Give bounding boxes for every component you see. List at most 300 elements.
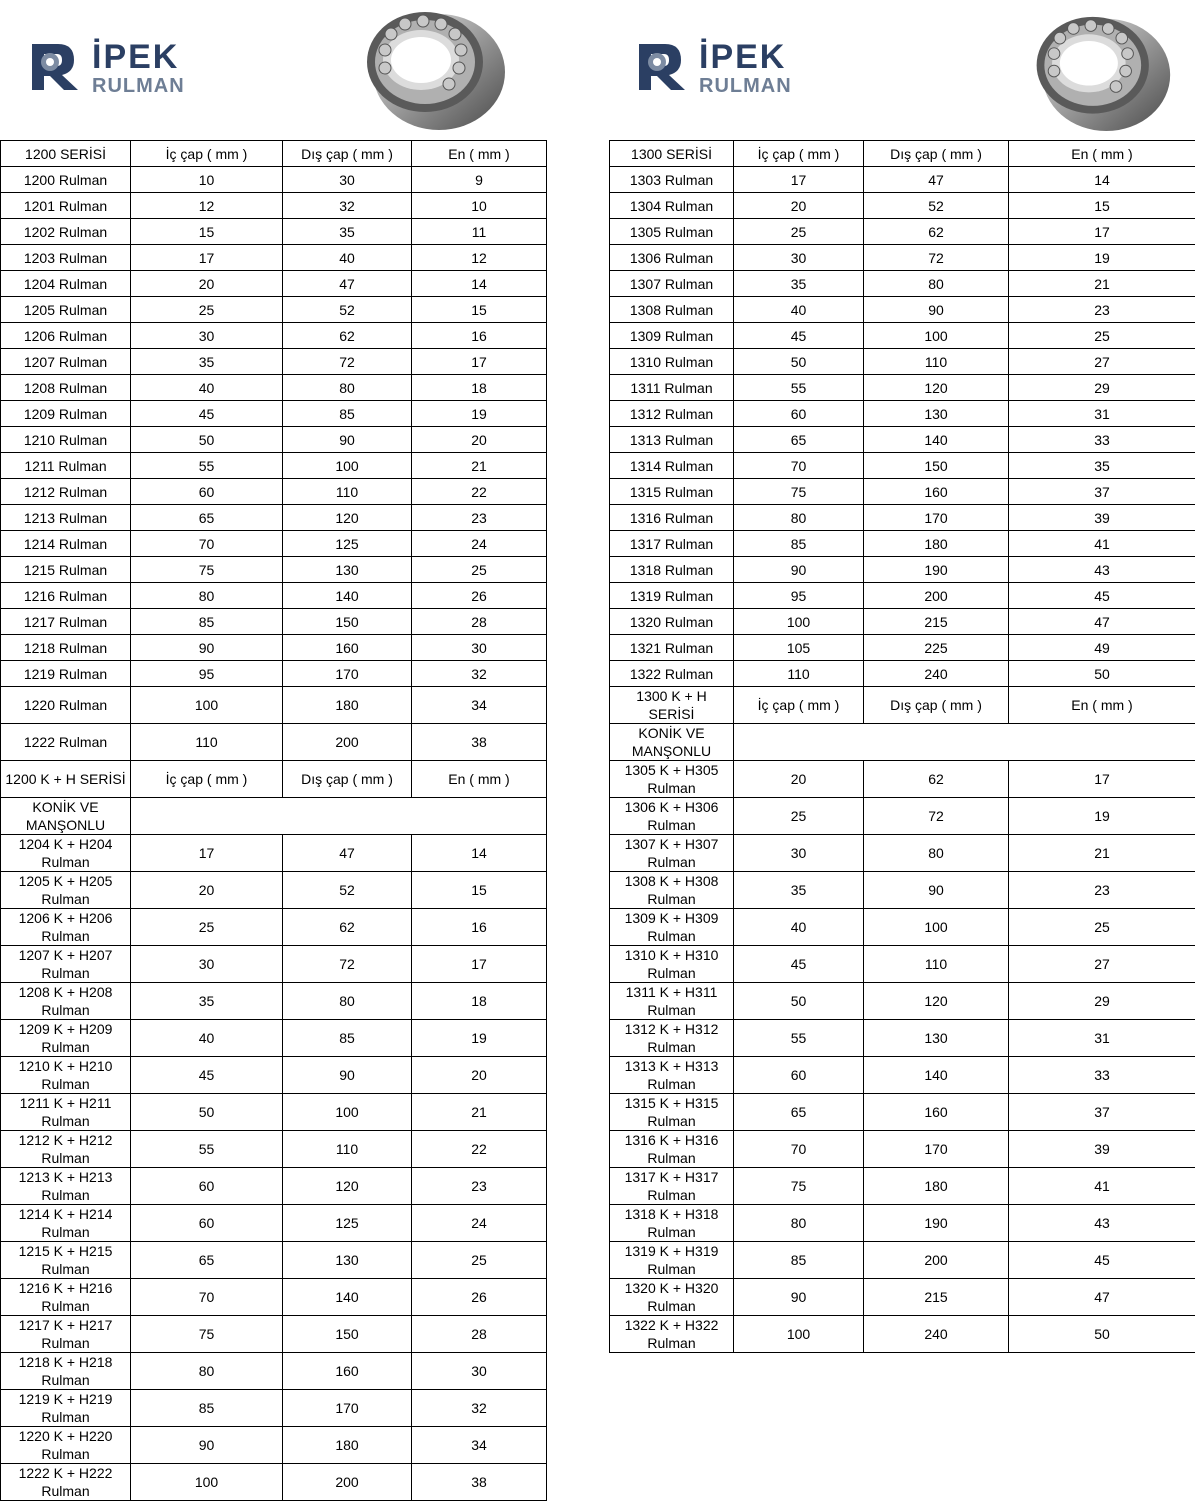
cell-name: 1316 Rulman bbox=[610, 505, 734, 531]
cell-outer-diameter: 150 bbox=[864, 453, 1009, 479]
cell-inner-diameter: 110 bbox=[131, 724, 283, 761]
cell-inner-diameter: 85 bbox=[734, 531, 864, 557]
table-row bbox=[610, 219, 1195, 245]
cell-width: 14 bbox=[1009, 167, 1195, 193]
cell-name: 1305 Rulman bbox=[610, 219, 734, 245]
cell-outer-diameter: 90 bbox=[283, 427, 412, 453]
cell-outer-diameter: 150 bbox=[283, 1316, 412, 1353]
table-row bbox=[610, 245, 1195, 271]
cell-outer-diameter: 52 bbox=[283, 297, 412, 323]
cell-inner-diameter: 25 bbox=[131, 297, 283, 323]
cell-inner-diameter: 60 bbox=[131, 1205, 283, 1242]
table-row bbox=[1, 427, 547, 453]
cell-inner-diameter: 75 bbox=[131, 1316, 283, 1353]
cell-inner-diameter: 20 bbox=[734, 193, 864, 219]
cell-name: 1215 K + H215 Rulman bbox=[1, 1242, 131, 1279]
cell-name: 1204 Rulman bbox=[1, 271, 131, 297]
cell-name: 1304 Rulman bbox=[610, 193, 734, 219]
cell-inner-diameter: 17 bbox=[131, 835, 283, 872]
table-row bbox=[1, 505, 547, 531]
table-row bbox=[1, 1057, 547, 1094]
table-row bbox=[610, 479, 1195, 505]
cell-inner-diameter: 45 bbox=[131, 401, 283, 427]
cell-inner-diameter: 75 bbox=[131, 557, 283, 583]
cell-name: 1216 Rulman bbox=[1, 583, 131, 609]
cell-inner-diameter: 40 bbox=[131, 375, 283, 401]
cell-outer-diameter: 47 bbox=[283, 271, 412, 297]
cell-name: 1222 Rulman bbox=[1, 724, 131, 761]
cell-name: 1318 K + H318 Rulman bbox=[610, 1205, 734, 1242]
cell-inner-diameter: 25 bbox=[131, 909, 283, 946]
cell-name: 1307 K + H307 Rulman bbox=[610, 835, 734, 872]
table-row bbox=[1, 609, 547, 635]
cell-inner-diameter: 35 bbox=[734, 872, 864, 909]
cell-width: 18 bbox=[412, 983, 547, 1020]
cell-outer-diameter: 120 bbox=[864, 983, 1009, 1020]
cell-width: 10 bbox=[412, 193, 547, 219]
cell-outer-diameter: 200 bbox=[864, 1242, 1009, 1279]
table-row bbox=[610, 1168, 1195, 1205]
cell-width: 47 bbox=[1009, 609, 1195, 635]
table-row bbox=[1, 583, 547, 609]
table-1300-series bbox=[609, 140, 1195, 1353]
cell-name: 1321 Rulman bbox=[610, 635, 734, 661]
cell-outer-diameter: 120 bbox=[864, 375, 1009, 401]
cell-outer-diameter: 110 bbox=[864, 349, 1009, 375]
cell-width: 16 bbox=[412, 323, 547, 349]
table-row bbox=[1, 835, 547, 872]
cell-inner-diameter: 60 bbox=[734, 1057, 864, 1094]
table-row bbox=[610, 453, 1195, 479]
cell-inner-diameter: 17 bbox=[131, 245, 283, 271]
cell-width: 21 bbox=[412, 1094, 547, 1131]
cell-name: 1320 Rulman bbox=[610, 609, 734, 635]
table-row bbox=[1, 1242, 547, 1279]
cell-outer-diameter: 200 bbox=[283, 1464, 412, 1501]
cell-outer-diameter: 170 bbox=[283, 1390, 412, 1427]
cell-name: 1318 Rulman bbox=[610, 557, 734, 583]
cell-width: 29 bbox=[1009, 983, 1195, 1020]
cell-outer-diameter: 190 bbox=[864, 557, 1009, 583]
cell-width: 33 bbox=[1009, 427, 1195, 453]
subtitle-cell: KONİK VE MANŞONLU bbox=[1, 798, 131, 835]
cell-outer-diameter: 35 bbox=[283, 219, 412, 245]
cell-name: 1210 Rulman bbox=[1, 427, 131, 453]
cell-inner-diameter: 35 bbox=[131, 349, 283, 375]
cell-name: 1200 K + H SERİSİ bbox=[1, 761, 131, 798]
cell-name: 1315 Rulman bbox=[610, 479, 734, 505]
cell-inner-diameter: 100 bbox=[734, 609, 864, 635]
cell-name: 1316 K + H316 Rulman bbox=[610, 1131, 734, 1168]
cell-outer-diameter: 190 bbox=[864, 1205, 1009, 1242]
table-row bbox=[1, 1279, 547, 1316]
cell-width: 30 bbox=[412, 635, 547, 661]
brand-title: İPEK bbox=[92, 38, 180, 76]
cell-width: 12 bbox=[412, 245, 547, 271]
cell-inner-diameter: 70 bbox=[131, 1279, 283, 1316]
cell-inner-diameter: 85 bbox=[734, 1242, 864, 1279]
table-row bbox=[1, 1020, 547, 1057]
table-row bbox=[610, 1020, 1195, 1057]
cell-name: 1322 Rulman bbox=[610, 661, 734, 687]
cell-inner-diameter: 65 bbox=[734, 1094, 864, 1131]
cell-outer-diameter: 62 bbox=[283, 909, 412, 946]
cell-name: 1201 Rulman bbox=[1, 193, 131, 219]
table-row bbox=[1, 946, 547, 983]
cell-inner-diameter: 80 bbox=[734, 505, 864, 531]
cell-width: 25 bbox=[412, 1242, 547, 1279]
cell-width: 38 bbox=[412, 724, 547, 761]
cell-name: 1303 Rulman bbox=[610, 167, 734, 193]
cell-name: 1300 K + H SERİSİ bbox=[610, 687, 734, 724]
cell-width: 23 bbox=[1009, 872, 1195, 909]
cell-outer-diameter: 80 bbox=[283, 375, 412, 401]
cell-inner-diameter: 30 bbox=[131, 323, 283, 349]
cell-outer-diameter: 32 bbox=[283, 193, 412, 219]
cell-name: 1317 Rulman bbox=[610, 531, 734, 557]
cell-width: 49 bbox=[1009, 635, 1195, 661]
cell-name: 1305 K + H305 Rulman bbox=[610, 761, 734, 798]
cell-name: 1312 K + H312 Rulman bbox=[610, 1020, 734, 1057]
cell-outer-diameter: 72 bbox=[864, 245, 1009, 271]
cell-outer-diameter: 160 bbox=[283, 1353, 412, 1390]
cell-width: 24 bbox=[412, 531, 547, 557]
cell-outer-diameter: 130 bbox=[283, 1242, 412, 1279]
cell-outer-diameter: 140 bbox=[283, 1279, 412, 1316]
cell-inner-diameter: 65 bbox=[734, 427, 864, 453]
cell-outer-diameter: 52 bbox=[864, 193, 1009, 219]
cell-width: 39 bbox=[1009, 505, 1195, 531]
cell-outer-diameter: 240 bbox=[864, 661, 1009, 687]
cell-width: 20 bbox=[412, 427, 547, 453]
cell-width: 29 bbox=[1009, 375, 1195, 401]
cell-name: 1212 K + H212 Rulman bbox=[1, 1131, 131, 1168]
cell-name: 1200 Rulman bbox=[1, 167, 131, 193]
table-row bbox=[1, 375, 547, 401]
cell-inner-diameter: 50 bbox=[131, 427, 283, 453]
cell-width: 45 bbox=[1009, 1242, 1195, 1279]
table-row bbox=[1, 1131, 547, 1168]
brand-title: İPEK bbox=[699, 38, 787, 76]
cell-width: 28 bbox=[412, 1316, 547, 1353]
cell-outer-diameter: 80 bbox=[283, 983, 412, 1020]
cell-name: 1220 K + H220 Rulman bbox=[1, 1427, 131, 1464]
bearing-image-right bbox=[1025, 8, 1175, 136]
cell-name: 1211 Rulman bbox=[1, 453, 131, 479]
cell-outer-diameter: 80 bbox=[864, 835, 1009, 872]
brand-logo bbox=[28, 40, 185, 96]
cell-inner-diameter: 90 bbox=[734, 557, 864, 583]
empty-cell bbox=[734, 724, 1195, 761]
table-row bbox=[610, 375, 1195, 401]
cell-inner-diameter: İç çap ( mm ) bbox=[734, 141, 864, 167]
cell-outer-diameter: 215 bbox=[864, 1279, 1009, 1316]
cell-outer-diameter: 170 bbox=[283, 661, 412, 687]
cell-inner-diameter: 45 bbox=[131, 1057, 283, 1094]
cell-inner-diameter: 100 bbox=[734, 1316, 864, 1353]
cell-outer-diameter: 85 bbox=[283, 1020, 412, 1057]
cell-width: 22 bbox=[412, 479, 547, 505]
table-row bbox=[610, 271, 1195, 297]
table-row bbox=[1, 453, 547, 479]
cell-inner-diameter: 90 bbox=[734, 1279, 864, 1316]
table-row bbox=[1, 687, 547, 724]
cell-name: 1207 Rulman bbox=[1, 349, 131, 375]
table-row bbox=[610, 1094, 1195, 1131]
cell-inner-diameter: İç çap ( mm ) bbox=[734, 687, 864, 724]
cell-inner-diameter: 80 bbox=[131, 583, 283, 609]
cell-outer-diameter: 72 bbox=[283, 946, 412, 983]
cell-outer-diameter: 140 bbox=[283, 583, 412, 609]
cell-name: 1311 K + H311 Rulman bbox=[610, 983, 734, 1020]
cell-inner-diameter: 60 bbox=[131, 1168, 283, 1205]
table-row bbox=[610, 1242, 1195, 1279]
table-row bbox=[610, 983, 1195, 1020]
cell-inner-diameter: 70 bbox=[734, 453, 864, 479]
cell-outer-diameter: 120 bbox=[283, 505, 412, 531]
cell-inner-diameter: 90 bbox=[131, 635, 283, 661]
right-header bbox=[609, 0, 1195, 140]
cell-width: 47 bbox=[1009, 1279, 1195, 1316]
cell-width: 23 bbox=[412, 505, 547, 531]
cell-width: 9 bbox=[412, 167, 547, 193]
cell-outer-diameter: 200 bbox=[864, 583, 1009, 609]
table-row bbox=[610, 167, 1195, 193]
cell-inner-diameter: 20 bbox=[734, 761, 864, 798]
cell-outer-diameter: 125 bbox=[283, 531, 412, 557]
cell-width: 15 bbox=[1009, 193, 1195, 219]
table-row bbox=[1, 531, 547, 557]
cell-width: 27 bbox=[1009, 946, 1195, 983]
cell-inner-diameter: 60 bbox=[131, 479, 283, 505]
cell-width: 31 bbox=[1009, 401, 1195, 427]
cell-name: 1322 K + H322 Rulman bbox=[610, 1316, 734, 1353]
cell-inner-diameter: 35 bbox=[734, 271, 864, 297]
cell-outer-diameter: 100 bbox=[864, 323, 1009, 349]
cell-outer-diameter: 180 bbox=[864, 531, 1009, 557]
cell-name: 1219 K + H219 Rulman bbox=[1, 1390, 131, 1427]
cell-outer-diameter: 90 bbox=[864, 872, 1009, 909]
cell-inner-diameter: 17 bbox=[734, 167, 864, 193]
cell-outer-diameter: 150 bbox=[283, 609, 412, 635]
cell-inner-diameter: 55 bbox=[131, 1131, 283, 1168]
cell-outer-diameter: 72 bbox=[864, 798, 1009, 835]
cell-width: En ( mm ) bbox=[412, 761, 547, 798]
cell-name: 1206 K + H206 Rulman bbox=[1, 909, 131, 946]
table-row bbox=[1, 1353, 547, 1390]
table-row bbox=[610, 1279, 1195, 1316]
cell-inner-diameter: 65 bbox=[131, 505, 283, 531]
cell-width: 19 bbox=[412, 1020, 547, 1057]
cell-inner-diameter: 80 bbox=[131, 1353, 283, 1390]
cell-outer-diameter: 160 bbox=[864, 1094, 1009, 1131]
table-row bbox=[1, 661, 547, 687]
table-row bbox=[610, 609, 1195, 635]
table-row bbox=[610, 946, 1195, 983]
cell-width: 32 bbox=[412, 1390, 547, 1427]
cell-width: En ( mm ) bbox=[1009, 687, 1195, 724]
cell-inner-diameter: 70 bbox=[734, 1131, 864, 1168]
cell-outer-diameter: 62 bbox=[283, 323, 412, 349]
table-row bbox=[610, 297, 1195, 323]
table-row bbox=[610, 193, 1195, 219]
table-row bbox=[610, 1057, 1195, 1094]
cell-name: 1309 Rulman bbox=[610, 323, 734, 349]
cell-width: 41 bbox=[1009, 1168, 1195, 1205]
cell-inner-diameter: 85 bbox=[131, 609, 283, 635]
cell-width: 21 bbox=[412, 453, 547, 479]
logo-r-icon bbox=[28, 40, 86, 92]
cell-inner-diameter: 85 bbox=[131, 1390, 283, 1427]
cell-width: 35 bbox=[1009, 453, 1195, 479]
cell-width: En ( mm ) bbox=[412, 141, 547, 167]
cell-outer-diameter: 52 bbox=[283, 872, 412, 909]
cell-outer-diameter: 110 bbox=[283, 1131, 412, 1168]
cell-outer-diameter: 200 bbox=[283, 724, 412, 761]
cell-name: 1216 K + H216 Rulman bbox=[1, 1279, 131, 1316]
bearing-image bbox=[355, 4, 510, 134]
cell-inner-diameter: 60 bbox=[734, 401, 864, 427]
cell-outer-diameter: 180 bbox=[283, 1427, 412, 1464]
cell-name: 1320 K + H320 Rulman bbox=[610, 1279, 734, 1316]
cell-name: 1205 K + H205 Rulman bbox=[1, 872, 131, 909]
cell-name: 1222 K + H222 Rulman bbox=[1, 1464, 131, 1501]
cell-width: 27 bbox=[1009, 349, 1195, 375]
cell-width: En ( mm ) bbox=[1009, 141, 1195, 167]
table-row bbox=[610, 761, 1195, 798]
table-row bbox=[610, 505, 1195, 531]
table-row bbox=[1, 349, 547, 375]
cell-name: 1200 SERİSİ bbox=[1, 141, 131, 167]
cell-name: 1208 K + H208 Rulman bbox=[1, 983, 131, 1020]
cell-width: 31 bbox=[1009, 1020, 1195, 1057]
cell-inner-diameter: 10 bbox=[131, 167, 283, 193]
cell-name: 1308 Rulman bbox=[610, 297, 734, 323]
cell-name: 1209 Rulman bbox=[1, 401, 131, 427]
cell-inner-diameter: İç çap ( mm ) bbox=[131, 761, 283, 798]
cell-name: 1311 Rulman bbox=[610, 375, 734, 401]
cell-inner-diameter: 50 bbox=[131, 1094, 283, 1131]
cell-name: 1319 K + H319 Rulman bbox=[610, 1242, 734, 1279]
cell-inner-diameter: 100 bbox=[131, 1464, 283, 1501]
cell-name: 1213 Rulman bbox=[1, 505, 131, 531]
cell-width: 15 bbox=[412, 297, 547, 323]
cell-name: 1319 Rulman bbox=[610, 583, 734, 609]
cell-outer-diameter: 72 bbox=[283, 349, 412, 375]
cell-width: 23 bbox=[1009, 297, 1195, 323]
cell-name: 1213 K + H213 Rulman bbox=[1, 1168, 131, 1205]
cell-outer-diameter: 125 bbox=[283, 1205, 412, 1242]
cell-inner-diameter: 80 bbox=[734, 1205, 864, 1242]
header-row bbox=[610, 141, 1195, 167]
table-row bbox=[1, 245, 547, 271]
cell-width: 17 bbox=[1009, 219, 1195, 245]
cell-outer-diameter: 130 bbox=[283, 557, 412, 583]
cell-outer-diameter: 62 bbox=[864, 219, 1009, 245]
cell-outer-diameter: 110 bbox=[283, 479, 412, 505]
cell-width: 19 bbox=[1009, 245, 1195, 271]
table-row bbox=[1, 167, 547, 193]
table-row bbox=[1, 271, 547, 297]
cell-width: 18 bbox=[412, 375, 547, 401]
table-row bbox=[610, 661, 1195, 687]
cell-width: 21 bbox=[1009, 835, 1195, 872]
cell-inner-diameter: 30 bbox=[734, 245, 864, 271]
k-header-row bbox=[1, 761, 547, 798]
cell-outer-diameter: 62 bbox=[864, 761, 1009, 798]
cell-width: 14 bbox=[412, 271, 547, 297]
table-row bbox=[1, 557, 547, 583]
cell-name: 1308 K + H308 Rulman bbox=[610, 872, 734, 909]
cell-width: 32 bbox=[412, 661, 547, 687]
cell-inner-diameter: 90 bbox=[131, 1427, 283, 1464]
cell-inner-diameter: 95 bbox=[131, 661, 283, 687]
cell-outer-diameter: Dış çap ( mm ) bbox=[864, 141, 1009, 167]
cell-inner-diameter: 15 bbox=[131, 219, 283, 245]
table-row bbox=[610, 1131, 1195, 1168]
cell-width: 14 bbox=[412, 835, 547, 872]
cell-outer-diameter: 240 bbox=[864, 1316, 1009, 1353]
cell-name: 1206 Rulman bbox=[1, 323, 131, 349]
cell-inner-diameter: 75 bbox=[734, 1168, 864, 1205]
table-row bbox=[610, 909, 1195, 946]
cell-width: 11 bbox=[412, 219, 547, 245]
cell-inner-diameter: 30 bbox=[131, 946, 283, 983]
cell-outer-diameter: 160 bbox=[283, 635, 412, 661]
cell-name: 1220 Rulman bbox=[1, 687, 131, 724]
table-row bbox=[610, 323, 1195, 349]
table-row bbox=[1, 323, 547, 349]
cell-outer-diameter: 100 bbox=[283, 1094, 412, 1131]
cell-outer-diameter: Dış çap ( mm ) bbox=[864, 687, 1009, 724]
cell-name: 1210 K + H210 Rulman bbox=[1, 1057, 131, 1094]
table-row bbox=[610, 1205, 1195, 1242]
cell-width: 24 bbox=[412, 1205, 547, 1242]
cell-outer-diameter: 130 bbox=[864, 401, 1009, 427]
cell-inner-diameter: 75 bbox=[734, 479, 864, 505]
cell-outer-diameter: 180 bbox=[864, 1168, 1009, 1205]
cell-name: 1217 K + H217 Rulman bbox=[1, 1316, 131, 1353]
cell-inner-diameter: 25 bbox=[734, 798, 864, 835]
cell-width: 25 bbox=[1009, 909, 1195, 946]
cell-inner-diameter: 55 bbox=[131, 453, 283, 479]
cell-inner-diameter: 40 bbox=[734, 909, 864, 946]
cell-name: 1218 K + H218 Rulman bbox=[1, 1353, 131, 1390]
cell-outer-diameter: 140 bbox=[864, 427, 1009, 453]
table-row bbox=[610, 635, 1195, 661]
cell-name: 1315 K + H315 Rulman bbox=[610, 1094, 734, 1131]
cell-outer-diameter: 85 bbox=[283, 401, 412, 427]
table-1200-series bbox=[0, 140, 547, 1501]
cell-name: 1307 Rulman bbox=[610, 271, 734, 297]
cell-name: 1313 Rulman bbox=[610, 427, 734, 453]
cell-inner-diameter: 70 bbox=[131, 531, 283, 557]
brand-subtitle: RULMAN bbox=[92, 75, 185, 97]
cell-width: 43 bbox=[1009, 557, 1195, 583]
cell-width: 30 bbox=[412, 1353, 547, 1390]
cell-inner-diameter: 30 bbox=[734, 835, 864, 872]
table-row bbox=[610, 583, 1195, 609]
cell-inner-diameter: 12 bbox=[131, 193, 283, 219]
cell-name: 1217 Rulman bbox=[1, 609, 131, 635]
cell-inner-diameter: İç çap ( mm ) bbox=[131, 141, 283, 167]
k-header-row bbox=[610, 687, 1195, 724]
table-row bbox=[610, 1316, 1195, 1353]
header-row bbox=[1, 141, 547, 167]
cell-outer-diameter: 110 bbox=[864, 946, 1009, 983]
cell-inner-diameter: 110 bbox=[734, 661, 864, 687]
cell-inner-diameter: 55 bbox=[734, 375, 864, 401]
